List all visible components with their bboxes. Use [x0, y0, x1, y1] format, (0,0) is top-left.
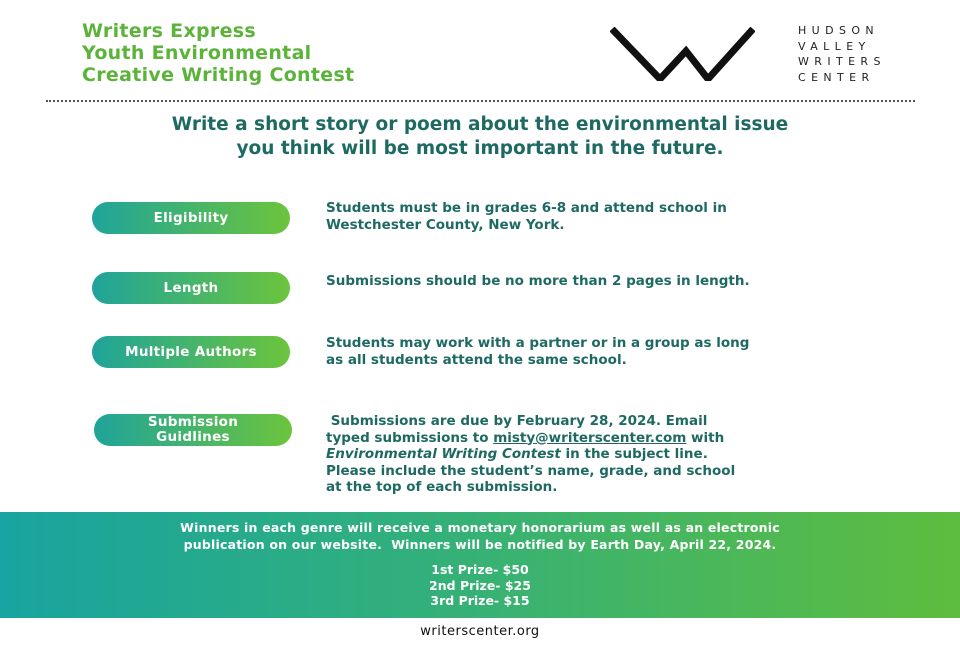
multiple-authors-text-line-2: as all students attend the same school.: [326, 351, 627, 368]
subject-line-phrase: Environmental Writing Contest: [326, 446, 561, 462]
submission-text-line-4: Please include the student’s name, grade, and school: [326, 462, 736, 479]
logo-text-line-2: VALLEY: [798, 39, 871, 53]
length-label: Length: [163, 279, 219, 296]
submission-text-line-2-post: with: [686, 429, 725, 446]
submission-guidelines-label-line-2: Guidlines: [156, 429, 230, 445]
contest-email-link[interactable]: misty@writerscenter.com: [493, 429, 687, 446]
multiple-authors-text-line-1: Students may work with a partner or in a group as long: [326, 335, 750, 351]
submission-text-line-1: Submissions are due by February 28, 2024. Email: [326, 413, 708, 429]
banner-line-1: Winners in each genre will receive a monetary honorarium as well as an electronic: [180, 520, 780, 535]
logo-text-line-4: CENTER: [798, 70, 875, 84]
length-pill: [92, 272, 290, 304]
length-text: [326, 273, 906, 290]
footer-url[interactable]: writerscenter.org: [420, 624, 540, 639]
hvwc-logo-mark: [610, 27, 755, 81]
first-prize: 1st Prize- $50: [431, 562, 529, 577]
multiple-authors-text: [326, 335, 906, 368]
submission-text-line-3: [326, 446, 906, 463]
eligibility-text: [326, 200, 906, 233]
submission-guidelines-pill: [94, 414, 292, 446]
eligibility-label: Eligibility: [153, 209, 229, 226]
submission-text-line-2: [326, 430, 906, 447]
headline-line-2: you think will be most important in the future.: [236, 138, 724, 159]
submission-guidelines-text: [326, 413, 906, 496]
multiple-authors-pill: [92, 336, 290, 368]
title-line-1: Writers Express: [82, 20, 256, 42]
eligibility-text-line-2: Westchester County, New York.: [326, 216, 565, 233]
logo-text-line-3: WRITERS: [798, 55, 886, 68]
submission-guidelines-label-line-1: Submission: [147, 414, 239, 430]
title-line-2: Youth Environmental: [82, 42, 312, 64]
headline: [30, 113, 930, 161]
submission-text-line-2-pre: typed submissions to: [326, 429, 494, 446]
logo-text-line-1: HUDSON: [798, 24, 880, 37]
eligibility-pill: [92, 202, 290, 234]
headline-line-1: Write a short story or poem about the environmental issue: [171, 114, 789, 135]
multiple-authors-label: Multiple Authors: [125, 343, 257, 360]
dotted-divider: [46, 100, 915, 102]
submission-text-line-5: at the top of each submission.: [326, 479, 558, 495]
second-prize: 2nd Prize- $25: [429, 577, 531, 593]
title-line-3: Creative Writing Contest: [82, 64, 355, 86]
eligibility-text-line-1: Students must be in grades 6-8 and attend school in: [326, 200, 727, 216]
banner-line-2: publication on our website. Winners will be notified by Earth Day, April 22, 2024.: [183, 537, 777, 552]
hvwc-logo-text: [798, 23, 886, 85]
contest-title: [82, 20, 354, 86]
third-prize: 3rd Prize- $15: [430, 593, 530, 608]
prize-banner: [0, 512, 960, 618]
length-text-line-1: Submissions should be no more than 2 pages in length.: [326, 273, 750, 289]
submission-text-line-3-post: in the subject line.: [560, 446, 708, 462]
